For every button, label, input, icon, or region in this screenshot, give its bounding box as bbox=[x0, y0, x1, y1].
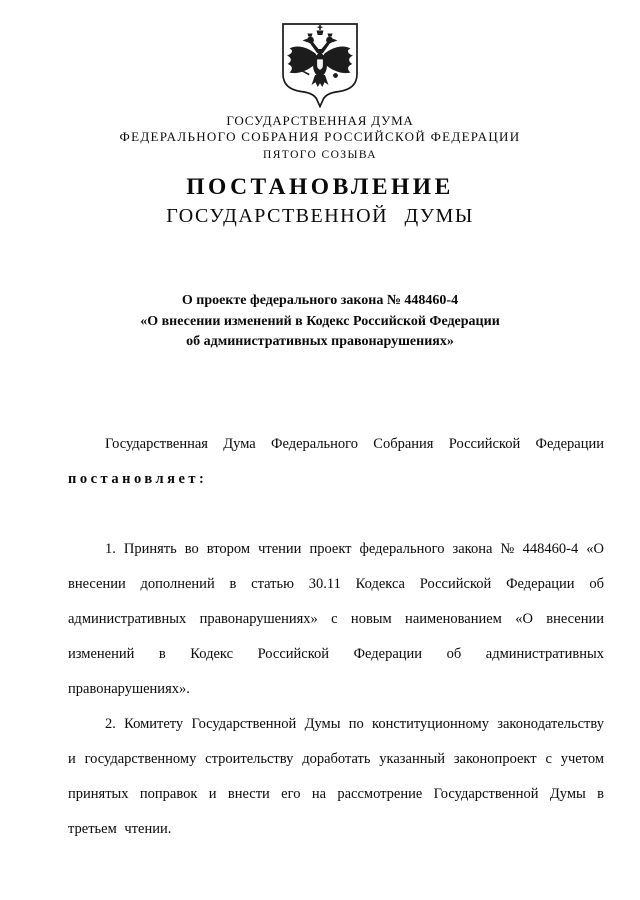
resolution-subject bbox=[0, 291, 640, 353]
subject-line-3: об административных правонарушениях» bbox=[186, 334, 454, 349]
subject-line-2: «О внесении изменений в Кодекс Российской Федерации bbox=[140, 313, 500, 329]
resolves-keyword: постановляет: bbox=[68, 470, 208, 487]
intro-text: Государственная Дума Федерального Собрания Российской Федерации bbox=[105, 435, 604, 452]
chest-shield bbox=[317, 59, 324, 70]
document-title-block bbox=[0, 173, 640, 229]
intro-paragraph bbox=[68, 427, 604, 497]
institution-header bbox=[0, 113, 640, 162]
header-federal-assembly-line: ФЕДЕРАЛЬНОГО СОБРАНИЯ РОССИЙСКОЙ ФЕДЕРАЦИИ bbox=[119, 129, 521, 144]
paragraph-item-1: 1. Принять во втором чтении проект федерального закона № 448460-4 «О внесении дополнений в статью 30.11 Кодекса Российской Федерации об административных правонарушениях» с новым наименованием «О внесении изменений в Кодекс Российской Федерации об административных правонарушениях». bbox=[68, 540, 604, 697]
paragraph-item-2: 2. Комитету Государственной Думы по конституционному законодательству и государственному строительству доработать указанный законопроект с учетом принятых поправок и внести его на рассмотрение Государственной Думы в третьем чтении. bbox=[68, 715, 604, 837]
doc-issuer-title: ГОСУДАРСТВЕННОЙ ДУМЫ bbox=[166, 205, 474, 227]
header-convocation-line: ПЯТОГО СОЗЫВА bbox=[263, 149, 377, 161]
subject-line-1: О проекте федерального закона № 448460-4 bbox=[181, 293, 459, 308]
eagle-figure bbox=[287, 25, 353, 87]
resolution-body bbox=[68, 427, 604, 847]
header-duma-line: ГОСУДАРСТВЕННАЯ ДУМА bbox=[226, 113, 414, 128]
double-headed-eagle-in-shield-icon bbox=[277, 22, 363, 108]
doc-type-title: ПОСТАНОВЛЕНИЕ bbox=[186, 174, 454, 200]
